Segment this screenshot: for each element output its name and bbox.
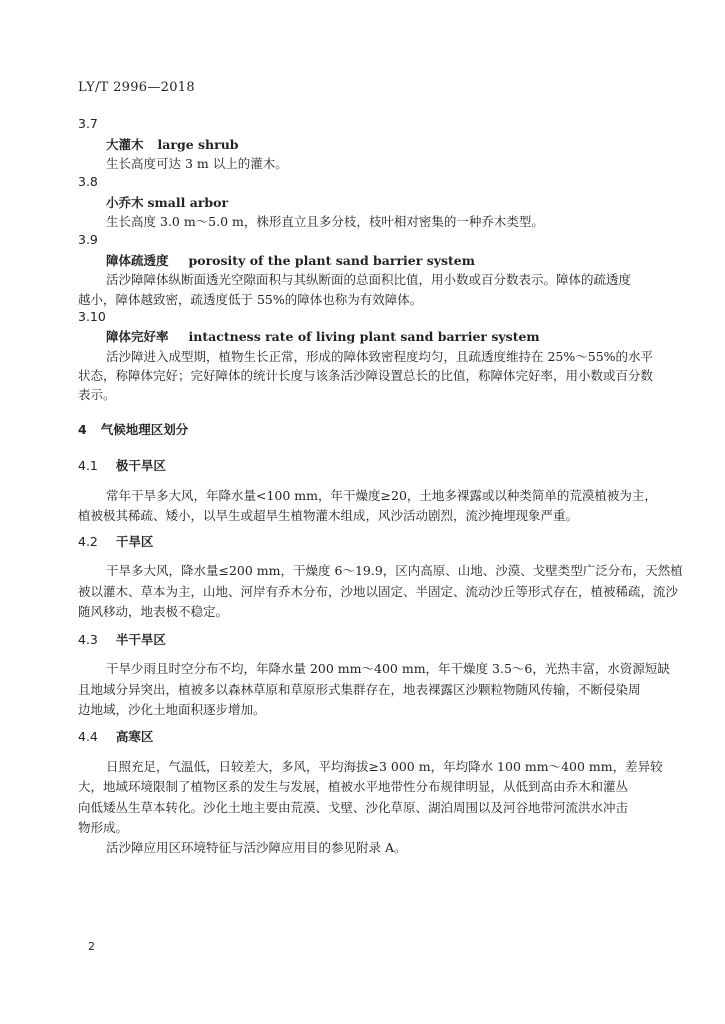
subsection-heading [78,727,153,745]
term-heading [106,327,540,345]
paragraph-line: 常年干旱多大风，年降水量<100 mm，年干燥度≥20，土地多裸露或以种类简单的荒漠植被为主， [106,488,657,503]
term-number: 3.7 [78,116,98,131]
subsection-heading [78,532,153,550]
term-zh: 障体完好率 [106,329,169,344]
term-heading [106,135,239,153]
term-definition-line: 生长高度 3.0 m～5.0 m，株形直立且多分枝，枝叶相对密集的一种乔木类型。 [106,214,544,229]
term-en: small arbor [147,195,229,210]
subsection-number: 4.4 [78,729,98,744]
paragraph-line: 植被极其稀疏、矮小，以旱生或超旱生植物灌木组成，风沙活动剧烈，流沙掩埋现象严重。 [78,508,579,523]
paragraph-line: 随风移动，地表极不稳定。 [78,604,229,619]
term-definition-line: 越小，障体越致密，疏透度低于 55%的障体也称为有效障体。 [78,292,423,307]
term-en: large shrub [157,137,239,152]
paragraph-line: 大，地域环境限制了植物区系的发生与发展，植被水平地带性分布规律明显，从低到高由乔木和灌丛 [78,779,629,794]
paragraph-line: 日照充足，气温低，日较差大，多风，平均海拔≥3 000 m，年均降水 100 mm～400 mm，差异较 [106,759,663,774]
page-number: 2 [88,940,95,953]
subsection-number: 4.3 [78,632,98,647]
paragraph-line: 干旱多大风，降水量≤200 mm，干燥度 6～19.9，区内高原、山地、沙漠、戈壁类型广泛分布，天然植 [106,563,683,578]
term-heading [106,251,475,269]
subsection-heading [78,630,166,648]
subsection-title: 极干旱区 [115,458,166,473]
paragraph-line: 向低矮丛生草本转化。沙化土地主要由荒漠、戈壁、沙化草原、湖泊周围以及河谷地带河流洪水冲击 [78,800,629,815]
subsection-heading [78,456,166,474]
subsection-title: 半干旱区 [115,632,166,647]
subsection-title: 干旱区 [115,534,154,549]
subsection-number: 4.1 [78,458,98,473]
term-en: porosity of the plant sand barrier system [188,253,475,268]
section-title: 气候地理区划分 [100,422,189,437]
term-zh: 小乔木 [106,195,144,210]
paragraph-line: 活沙障应用区环境特征与活沙障应用目的参见附录 A。 [106,840,407,855]
standard-code-header: LY/T 2996—2018 [78,80,195,95]
term-definition-line: 表示。 [78,387,116,402]
subsection-title: 高寒区 [115,729,154,744]
paragraph-line: 干旱少雨且时空分布不均，年降水量 200 mm～400 mm，年干燥度 3.5～6，光热丰富，水资源短缺 [106,661,670,676]
term-heading [106,193,228,211]
term-definition-line: 状态，称障体完好；完好障体的统计长度与该条活沙障设置总长的比值，称障体完好率，用小数或百分数 [78,368,654,383]
section-number: 4 [78,422,87,437]
term-definition-line: 活沙障进入成型期，植物生长正常，形成的障体致密程度均匀，且疏透度维持在 25%～55%的水平 [106,349,654,364]
section-heading [78,420,188,438]
paragraph-line: 物形成。 [78,820,129,835]
term-zh: 大灌木 [106,137,144,152]
paragraph-line: 被以灌木、草本为主，山地、河岸有乔木分布，沙地以固定、半固定、流动沙丘等形式存在，植被稀疏，流沙 [78,584,679,599]
term-definition-line: 生长高度可达 3 m 以上的灌木。 [106,156,288,171]
term-definition-line: 活沙障障体纵断面透光空隙面积与其纵断面的总面积比值，用小数或百分数表示。障体的疏透度 [106,272,632,287]
paragraph-line: 且地域分异突出，植被多以森林草原和草原形式集群存在，地表裸露区沙颗粒物随风传输，不断侵染周 [78,682,641,697]
term-zh: 障体疏透度 [106,253,169,268]
term-number: 3.8 [78,174,98,189]
term-en: intactness rate of living plant sand barrier system [188,329,540,344]
term-number: 3.10 [78,309,106,324]
paragraph-line: 边地域，沙化土地面积逐步增加。 [78,702,266,717]
term-number: 3.9 [78,232,98,247]
subsection-number: 4.2 [78,534,98,549]
